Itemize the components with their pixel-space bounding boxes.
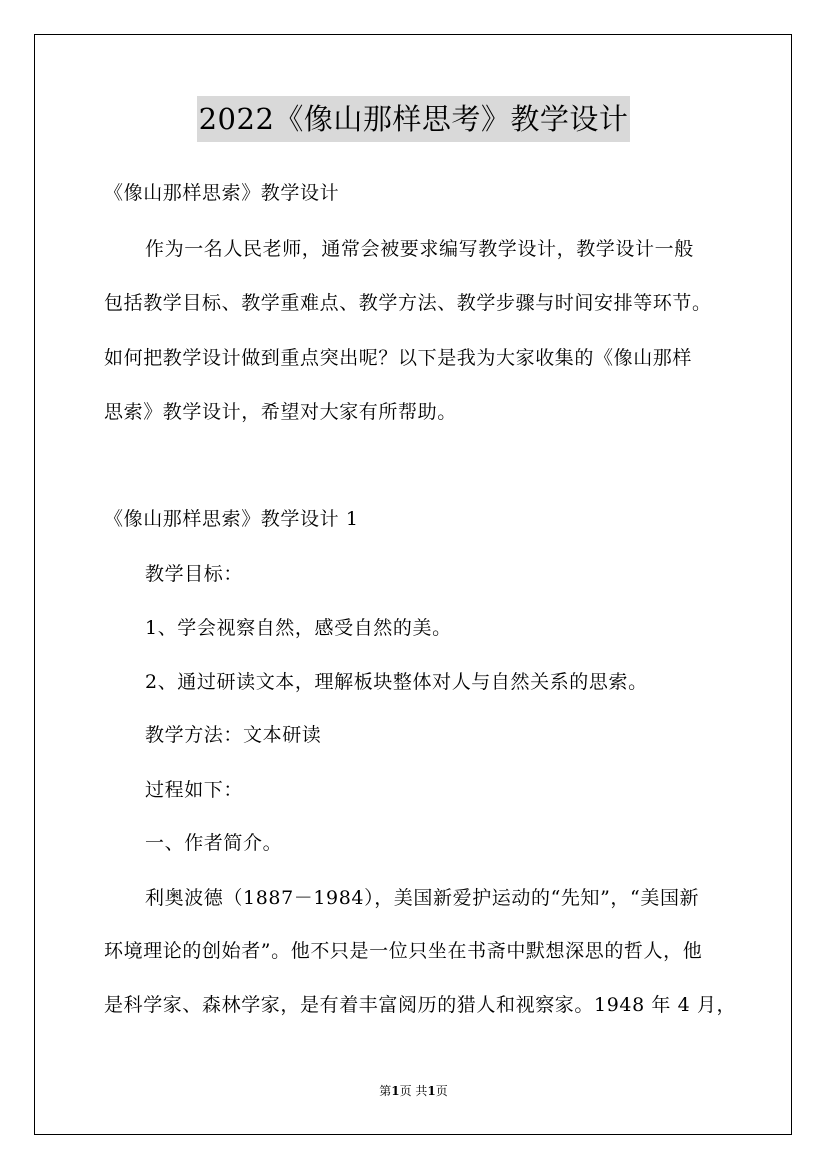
- paragraph-line: 是科学家、森林学家，是有着丰富阅历的猎人和视察家。1948 年 4 月，: [104, 994, 737, 1016]
- document-title: 2022《像山那样思考》教学设计: [197, 96, 631, 142]
- footer-page-number: 1: [391, 1084, 400, 1098]
- title-container: [0, 96, 827, 142]
- paragraph-line: 一、作者简介。: [145, 832, 283, 854]
- paragraph-line: 环境理论的创始者”。他不只是一位只坐在书斋中默想深思的哲人，他: [104, 940, 703, 962]
- subtitle-line: 《像山那样思索》教学设计: [104, 182, 340, 204]
- page-footer: [0, 1082, 827, 1100]
- paragraph-line: 思索》教学设计，希望对大家有所帮助。: [104, 401, 457, 423]
- paragraph-line: 包括教学目标、教学重难点、教学方法、教学步骤与时间安排等环节。: [104, 292, 712, 314]
- paragraph-line: 2、通过研读文本，理解板块整体对人与自然关系的思索。: [145, 671, 648, 693]
- footer-mid: 页 共: [399, 1084, 428, 1098]
- footer-suffix: 页: [435, 1084, 448, 1098]
- section-heading: 《像山那样思索》教学设计 1: [104, 508, 359, 530]
- paragraph-line: 过程如下：: [145, 779, 244, 801]
- paragraph-line: 作为一名人民老师，通常会被要求编写教学设计，教学设计一般: [145, 238, 694, 260]
- paragraph-line: 如何把教学设计做到重点突出呢？以下是我为大家收集的《像山那样: [104, 347, 693, 369]
- paragraph-line: 利奥波德（1887－1984），美国新爱护运动的“先知”，“美国新: [145, 887, 700, 909]
- paragraph-line: 教学方法：文本研读: [145, 724, 322, 746]
- footer-prefix: 第: [379, 1084, 392, 1098]
- footer-page-total: 1: [427, 1084, 436, 1098]
- paragraph-line: 教学目标：: [145, 563, 244, 585]
- paragraph-line: 1、学会视察自然，感受自然的美。: [145, 617, 452, 639]
